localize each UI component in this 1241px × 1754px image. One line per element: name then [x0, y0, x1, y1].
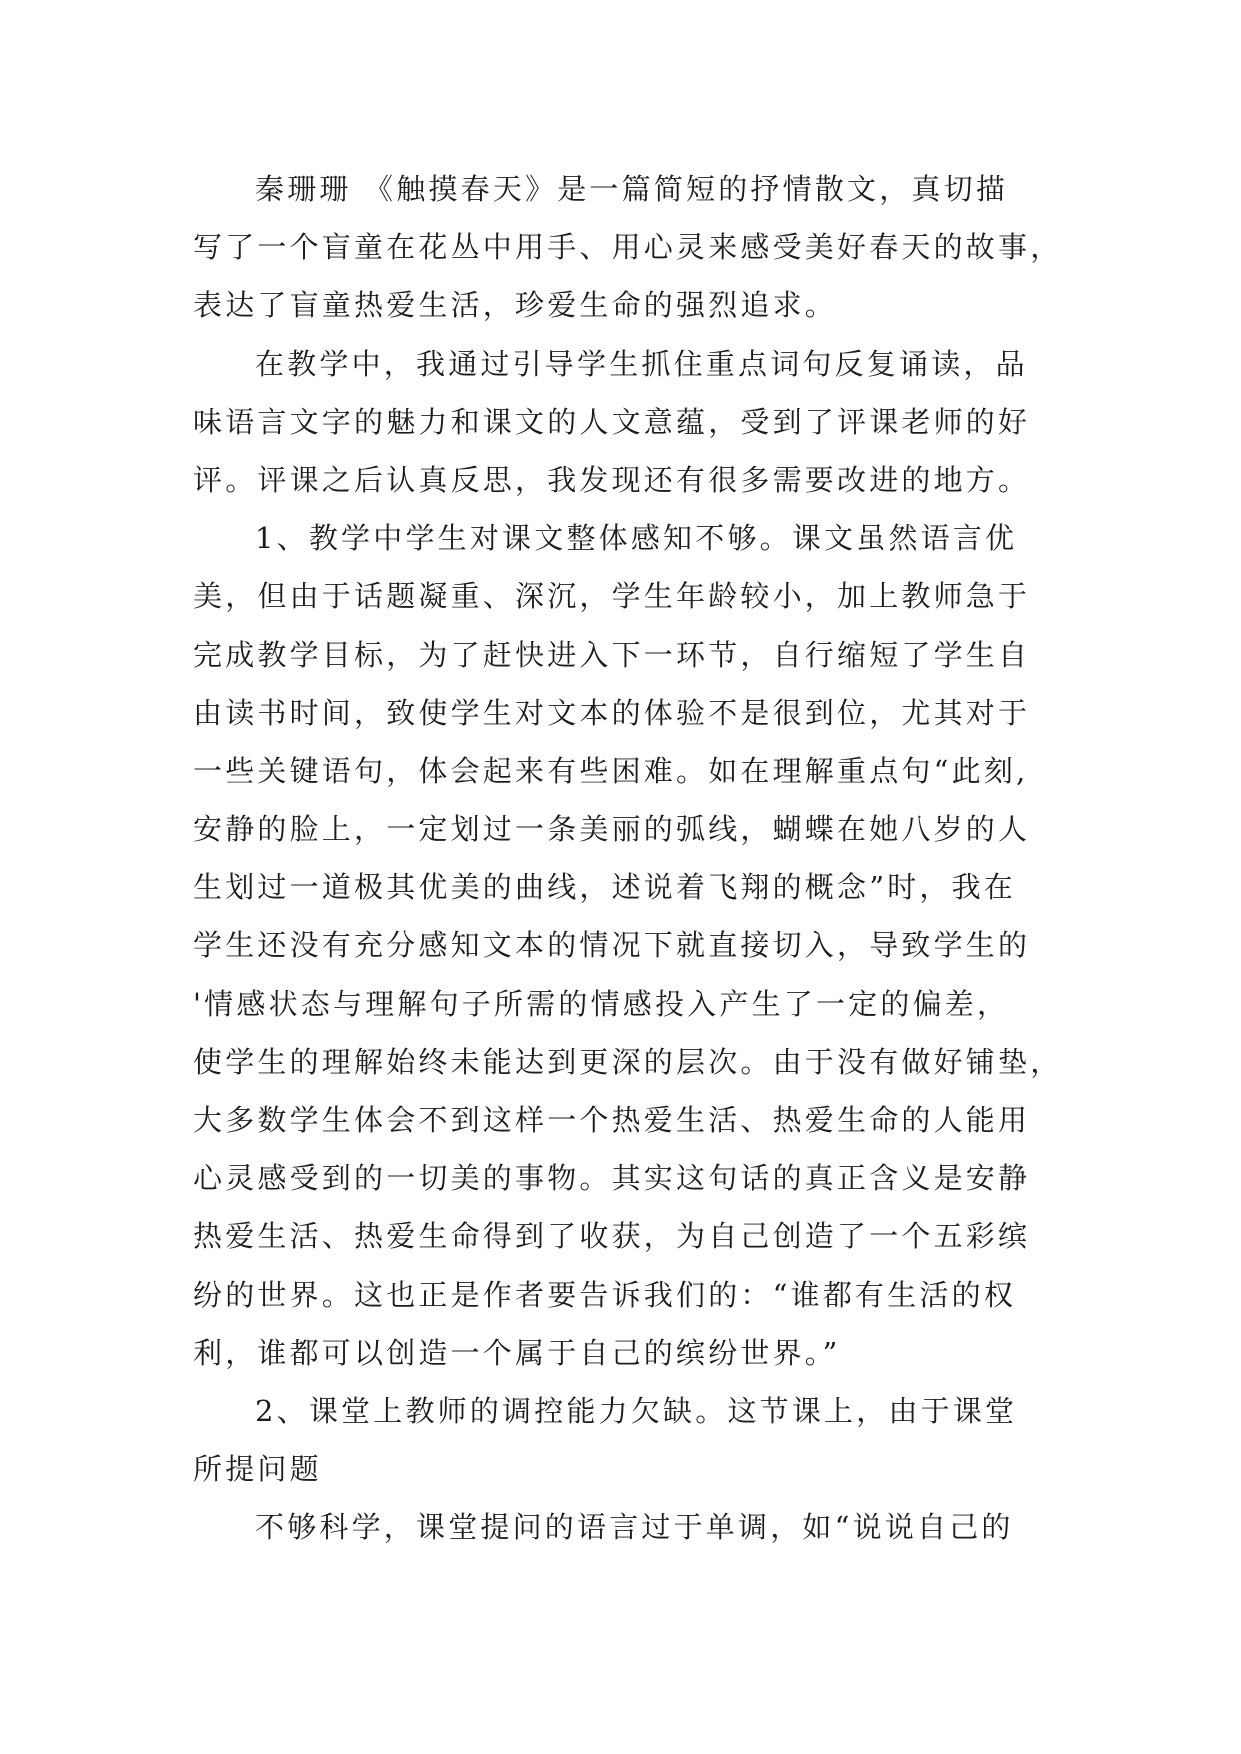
paragraph-4-line-1: 2、课堂上教师的调控能力欠缺。这节课上，由于课堂: [255, 1393, 1018, 1428]
paragraph-2-line-1: 在教学中，我通过引导学生抓住重点词句反复诵读，品: [255, 346, 1028, 381]
paragraph-3-line-1: 1、教学中学生对课文整体感知不够。课文虽然语言优: [255, 521, 1018, 556]
paragraph-3-line-3: 完成教学目标，为了赶快进入下一环节，自行缩短了学生自: [193, 637, 1031, 672]
paragraph-1-line-1: 秦珊珊 《触摸春天》是一篇简短的抒情散文，真切描: [255, 172, 1009, 206]
paragraph-3-line-13: 热爱生活、热爱生命得到了收获，为自己创造了一个五彩缤: [193, 1219, 1031, 1254]
paragraph-3-line-4: 由读书时间，致使学生对文本的体验不是很到位，尤其对于: [193, 695, 1031, 730]
paragraph-3-line-5: 一些关键语句，体会起来有些困难。如在理解重点句“此刻,: [193, 753, 1029, 788]
paragraph-4-line-2: 所提问题: [193, 1452, 322, 1487]
paragraph-3-line-14: 纷的世界。这也正是作者要告诉我们的：“谁都有生活的权: [193, 1277, 1017, 1312]
paragraph-1-line-2: 写了一个盲童在花丛中用手、用心灵来感受美好春天的故事，: [193, 230, 1063, 265]
paragraph-1-line-3: 表达了盲童热爱生活，珍爱生命的强烈追求。: [193, 288, 838, 323]
paragraph-3-line-12: 心灵感受到的一切美的事物。其实这句话的真正含义是安静: [193, 1161, 1031, 1196]
paragraph-2-line-3: 评。评课之后认真反思，我发现还有很多需要改进的地方。: [193, 462, 1031, 497]
paragraph-3-line-2: 美，但由于话题凝重、深沉，学生年龄较小，加上教师急于: [193, 579, 1031, 614]
paragraph-3-line-11: 大多数学生体会不到这样一个热爱生活、热爱生命的人能用: [193, 1103, 1031, 1137]
paragraph-3-line-8: 学生还没有充分感知文本的情况下就直接切入，导致学生的: [193, 928, 1031, 963]
paragraph-2-line-2: 味语言文字的魅力和课文的人文意蕴，受到了评课老师的好: [193, 404, 1031, 439]
paragraph-3-line-15: 利，谁都可以创造一个属于自己的缤纷世界。”: [193, 1335, 841, 1370]
paragraph-3-line-6: 安静的脸上，一定划过一条美丽的弧线，蝴蝶在她八岁的人: [193, 812, 1031, 847]
paragraph-3-line-9: '情感状态与理解句子所需的情感投入产生了一定的偏差，: [193, 986, 1010, 1021]
paragraph-3-line-7: 生划过一道极其优美的曲线，述说着飞翔的概念”时，我在: [193, 870, 1017, 905]
document-body: [193, 160, 1063, 1557]
paragraph-3-line-10: 使学生的理解始终未能达到更深的层次。由于没有做好铺垫，: [193, 1044, 1063, 1079]
paragraph-5-line-1: 不够科学，课堂提问的语言过于单调，如“说说自己的: [255, 1510, 1014, 1545]
